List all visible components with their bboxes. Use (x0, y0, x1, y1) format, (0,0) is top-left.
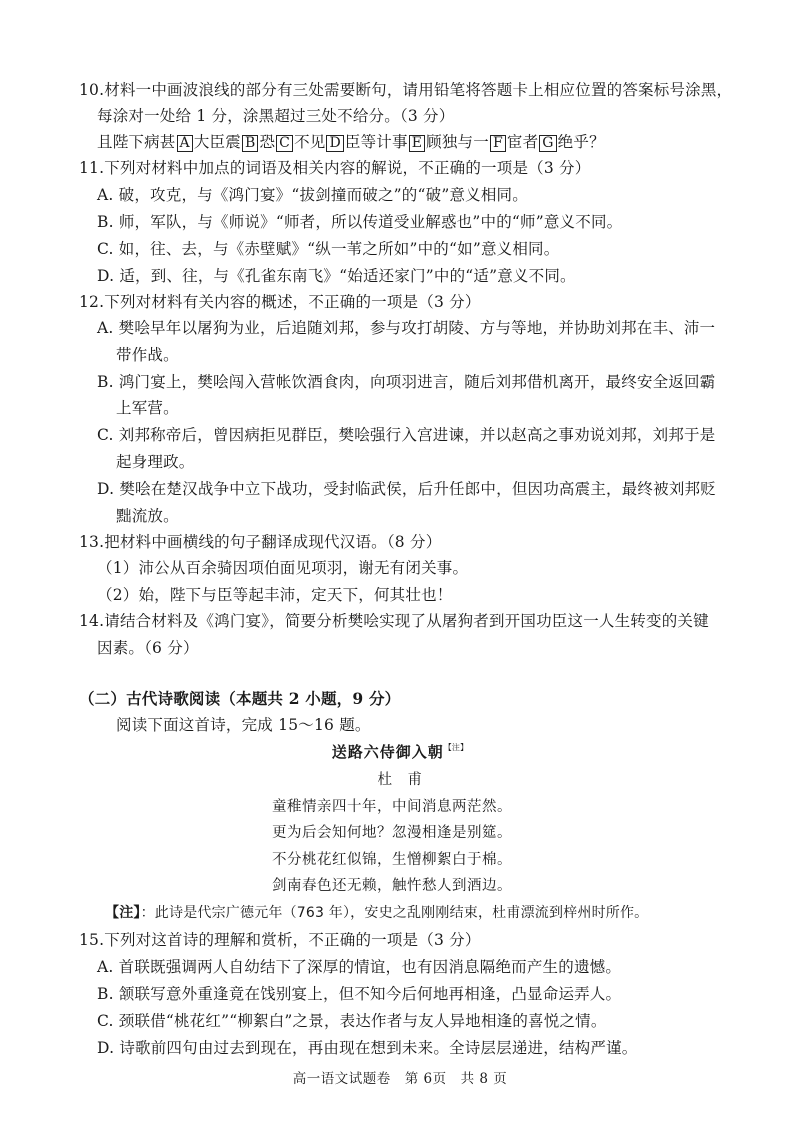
poem-line-3: 不分桃花红似锦，生憎柳絮白于棉。 (272, 852, 512, 868)
poem-title: 送路六侍御入朝 (331, 743, 444, 761)
q12-option-b-line2: 上军营。 (116, 399, 179, 417)
q15-option-d: D. 诗歌前四句由过去到现在，再由现在想到未来。全诗层层递进，结构严谨。 (97, 1039, 638, 1057)
q10-segment-4: 臣等计事 (344, 133, 408, 151)
poem-title-line (0, 741, 800, 763)
q14-line2: 因素。（6 分） (97, 639, 199, 657)
poem-note-text: ：此诗是代宗广德元年（763 年），安史之乱刚刚结束，杜甫漂流到梓州时所作。 (140, 905, 649, 921)
section2-instruction: 阅读下面这首诗，完成 15～16 题。 (116, 716, 371, 734)
q11-option-a: A. 破，攻克，与《鸿门宴》“拔剑撞而破之”的“破”意义相同。 (97, 186, 528, 204)
page-footer: 高一语文试题卷 第 6页 共 8 页 (292, 1071, 508, 1087)
q11-option-d: D. 适，到、往，与《孔雀东南飞》“始适还家门”中的“适”意义不同。 (97, 267, 576, 285)
q12-stem: 12.下列对材料有关内容的概述，不正确的一项是（3 分） (79, 293, 481, 311)
q10-box-f: F (490, 135, 506, 152)
q10-box-c: C (276, 135, 293, 152)
q10-segment-1: 大臣震 (193, 133, 241, 151)
poem-line-2: 更为后会知何地？忽漫相逢是别筵。 (272, 825, 512, 841)
q12-option-b-line1: B. 鸿门宴上，樊哙闯入营帐饮酒食肉，向项羽进言，随后刘邦借机离开，最终安全返回霸 (97, 373, 716, 391)
q12-option-d-line1: D. 樊哙在楚汉战争中立下战功，受封临武侯，后升任郎中，但因功高震主，最终被刘邦贬 (97, 480, 716, 498)
q13-sentence-2: （2）始，陛下与臣等起丰沛，定天下，何其壮也！ (97, 586, 453, 604)
poem-line-4: 剑南春色还无赖，触忤愁人到酒边。 (272, 878, 512, 894)
q13-sentence-1: （1）沛公从百余骑因项伯面见项羽，谢无有闭关事。 (97, 559, 469, 577)
q10-segment-2: 恐 (259, 133, 276, 151)
section2-heading: （二）古代诗歌阅读（本题共 2 小题，9 分） (79, 689, 401, 708)
q13-stem: 13.把材料中画横线的句子翻译成现代汉语。（8 分） (79, 533, 442, 551)
q14-line1: 14.请结合材料及《鸿门宴》，简要分析樊哙实现了从屠狗者到开国功臣这一人生转变的关键 (79, 612, 709, 630)
q10-segment-5: 顾独与一 (426, 133, 489, 151)
q10-segment-6: 宦者 (506, 133, 539, 151)
poem-note-mark: 【注】 (443, 743, 469, 752)
q11-stem: 11.下列对材料中加点的词语及相关内容的解说，不正确的一项是（3 分） (79, 159, 591, 177)
q10-box-a: A (177, 135, 193, 152)
q10-box-d: D (326, 135, 343, 152)
q10-box-g: G (539, 135, 556, 152)
poem-note-label: 【注】 (105, 905, 141, 921)
q10-box-e: E (409, 135, 425, 152)
q11-option-c: C. 如，往、去，与《赤壁赋》“纵一苇之所如”中的“如”意义相同。 (97, 240, 560, 258)
poem-line-1: 童稚情亲四十年，中间消息两茫然。 (272, 799, 512, 815)
q10-line1: 10.材料一中画波浪线的部分有三处需要断句，请用铅笔将答题卡上相应位置的答案标号涂黑， (79, 81, 733, 99)
q15-option-a: A. 首联既强调两人自幼结下了深厚的情谊，也有因消息隔绝而产生的遗憾。 (97, 958, 622, 976)
q12-option-a-line1: A. 樊哙早年以屠狗为业，后追随刘邦，参与攻打胡陵、方与等地，并协助刘邦在丰、沛一 (97, 319, 716, 337)
poem-author: 杜 甫 (377, 772, 423, 788)
q15-option-b: B. 颔联写意外重逢竟在饯别宴上，但不知今后何地再相逢，凸显命运弄人。 (97, 985, 622, 1003)
q10-segmented-sentence (97, 131, 605, 153)
q10-segment-3: 不见 (294, 133, 326, 151)
q12-option-c-line2: 起身理政。 (116, 453, 195, 471)
q10-segment-7: 绝乎？ (557, 133, 605, 151)
q15-stem: 15.下列对这首诗的理解和赏析，不正确的一项是（3 分） (79, 931, 481, 949)
q15-option-c: C. 颈联借“桃花红”“柳絮白”之景，表达作者与友人异地相逢的喜悦之情。 (97, 1012, 607, 1030)
q12-option-d-line2: 黜流放。 (116, 507, 179, 525)
q10-box-b: B (242, 135, 259, 152)
q11-option-b: B. 师，军队，与《师说》“师者，所以传道受业解惑也”中的“师”意义不同。 (97, 213, 623, 231)
q12-option-c-line1: C. 刘邦称帝后，曾因病拒见群臣，樊哙强行入宫进谏，并以赵高之事劝说刘邦，刘邦于是 (97, 426, 716, 444)
q10-segment-0: 且陛下病甚 (97, 133, 176, 151)
poem-note (105, 902, 648, 924)
q10-line2: 每涂对一处给 1 分，涂黑超过三处不给分。（3 分） (97, 107, 455, 125)
q12-option-a-line2: 带作战。 (116, 346, 179, 364)
